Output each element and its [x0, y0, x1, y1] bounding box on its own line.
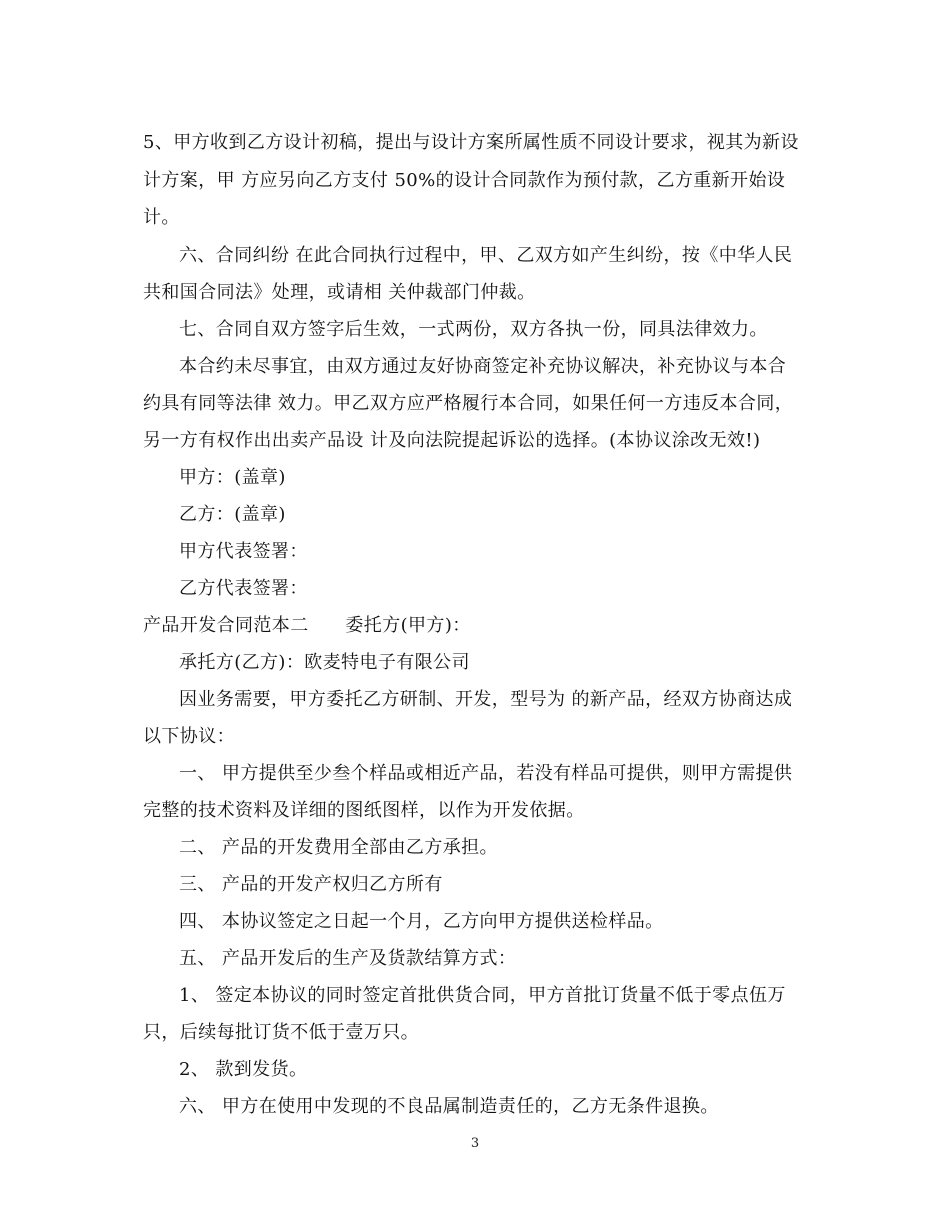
page-number: 3: [470, 1136, 480, 1151]
text-line: 1、 签定本协议的同时签定首批供货合同，甲方首批订货量不低于零点伍万: [179, 985, 786, 1006]
text-line: 三、 产品的开发产权归乙方所有: [179, 874, 443, 895]
text-line: 六、合同纠纷 在此合同执行过程中，甲、乙双方如产生纠纷，按《中华人民: [179, 245, 793, 266]
text-line: 因业务需要，甲方委托乙方研制、开发，型号为 的新产品，经双方协商达成: [179, 689, 793, 710]
text-line: 四、 本协议签定之日起一个月，乙方向甲方提供送检样品。: [179, 911, 664, 932]
text-line: 计方案，甲 方应另向乙方支付 50%的设计合同款作为预付款，乙方重新开始设: [143, 170, 786, 191]
text-line: 完整的技术资料及详细的图纸图样，以作为开发依据。: [143, 800, 585, 821]
text-line: 计。: [143, 207, 180, 228]
text-line: 二、 产品的开发费用全部由乙方承担。: [179, 837, 498, 858]
text-line: 另一方有权作出出卖产品设 计及向法院提起诉讼的选择。(本协议涂改无效!): [143, 430, 761, 451]
text-line: 以下协议：: [143, 726, 235, 747]
text-line: 只，后续每批订货不低于壹万只。: [143, 1022, 419, 1043]
signature-label-party-b: 乙方：(盖章): [179, 504, 286, 525]
representative-label-party-b: 乙方代表签署：: [179, 578, 308, 599]
text-line: 约具有同等法律 效力。甲乙双方应严格履行本合同，如果任何一方违反本合同，: [143, 393, 794, 414]
text-line: 5、甲方收到乙方设计初稿，提出与设计方案所属性质不同设计要求，视其为新设: [143, 132, 799, 153]
signature-label-party-a: 甲方：(盖章): [179, 467, 286, 488]
text-line: 承托方(乙方)：欧麦特电子有限公司: [179, 652, 470, 673]
text-line: 五、 产品开发后的生产及货款结算方式：: [179, 948, 517, 969]
text-line: 六、 甲方在使用中发现的不良品属制造责任的，乙方无条件退换。: [179, 1096, 719, 1117]
section-heading: 产品开发合同范本二 委托方(甲方)：: [143, 615, 471, 636]
representative-label-party-a: 甲方代表签署：: [179, 541, 308, 562]
text-line: 本合约未尽事宜，由双方通过友好协商签定补充协议解决，补充协议与本合: [179, 356, 787, 377]
text-line: 一、 甲方提供至少叁个样品或相近产品，若没有样品可提供，则甲方需提供: [179, 763, 793, 784]
text-line: 2、 款到发货。: [179, 1059, 308, 1080]
text-line: 共和国合同法》处理，或请相 关仲裁部门仲裁。: [143, 282, 536, 303]
text-line: 七、合同自双方签字后生效，一式两份，双方各执一份，同具法律效力。: [179, 319, 768, 340]
